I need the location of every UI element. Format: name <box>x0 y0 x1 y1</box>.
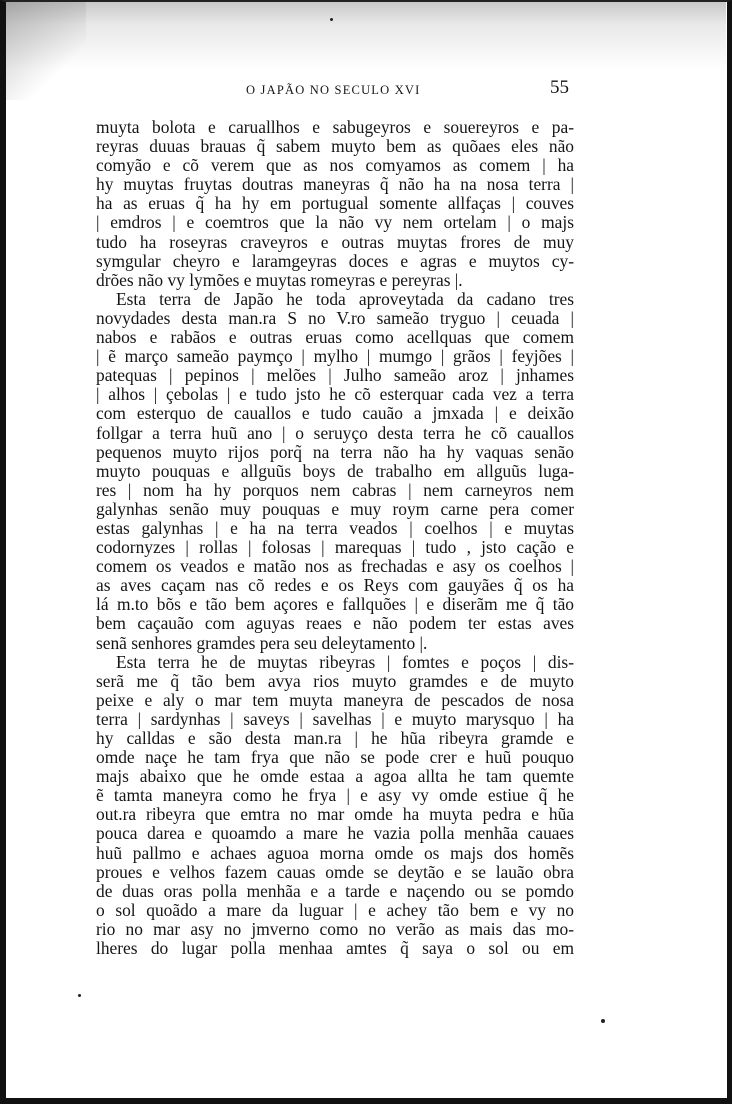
text-line: codornyzes | rollas | folosas | marequas | tudo , jsto cação e <box>96 537 574 558</box>
running-title: O JAPÃO NO SECULO XVI <box>246 83 421 97</box>
text-line: patequas | pepinos | melões | Julho sameão aroz | jnhames <box>96 365 574 386</box>
text-line: galynhas senão muy pouquas e muy roym carne pera comer <box>96 498 574 519</box>
text-line: Esta terra de Japão he toda aproveytada da cadano tres <box>116 288 574 309</box>
text-line: | ẽ março sameão paymço | mylho | mumgo | grãos | feyjões | <box>96 346 574 367</box>
text-line: pequenos muyto rijos porq̃ na terra não ha hy vaquas senão <box>96 441 574 462</box>
text-line: | alhos | çebolas | e tudo jsto he cõ esterquar cada vez a terra <box>96 384 574 405</box>
scan-speck <box>330 18 333 21</box>
page-header <box>96 77 574 104</box>
scan-speck <box>78 994 81 997</box>
text-line: as aves caçam nas cõ redes e os Reys com gauyães q̃ os ha <box>96 575 574 596</box>
text-line: senã senhores gramdes pera seu deleytamento |. <box>96 632 428 653</box>
text-line: lá m.to bõs e tão bem açores e fallquões | e diserãm me q̃ tão <box>96 594 574 615</box>
paragraph-2 <box>96 290 574 653</box>
text-line: proues e velhos fazem cauas omde se deytão e se lauão obra <box>96 861 574 882</box>
text-line: com esterquo de cauallos e tudo cauão a jmxada | e deixão <box>96 403 574 424</box>
text-line: muyta bolota e caruallhos e sabugeyros e souereyros e pa- <box>96 117 574 137</box>
text-line: res | nom ha hy porquos nem cabras | nem carneyros nem <box>96 479 574 500</box>
text-line: serã me q̃ tão bem avya rios muyto gramdes e de muyto <box>96 670 574 691</box>
text-line: rio no mar asy no jmverno como no verão as mais das mo- <box>96 918 574 939</box>
text-line: reyras duuas brauas q̃ sabem muyto bem as quõaes eles não <box>96 136 574 157</box>
text-line: out.ra ribeyra que emtra no mar omde ha muyta pedra e hũa <box>96 804 574 825</box>
text-line: lheres do lugar polla menhaa amtes q̃ saya o sol ou em <box>96 938 574 959</box>
text-line: symgular cheyro e laramgeyras doces e agras e muytos cy- <box>96 250 574 271</box>
text-line: drões não vy lymões e muytas romeyras e pereyras |. <box>96 269 463 290</box>
text-line: peixe e aly o mar tem muyta maneyra de pescados de nosa <box>96 689 574 710</box>
text-line: comem os veados e matão nos as frechadas e asy os coelhos | <box>96 556 574 577</box>
paragraph-3 <box>96 653 574 959</box>
text-line: hy calldas e são desta man.ra | he hũa ribeyra gramde e <box>96 728 574 748</box>
text-line: follgar a terra huũ ano | o seruyço desta terra he cõ cauallos <box>96 422 574 443</box>
text-line: bem caçauão com aguyas reaes e não podem ter estas aves <box>96 613 574 634</box>
text-line: terra | sardynhas | saveys | savelhas | e muyto marysquo | ha <box>96 708 574 729</box>
scan-speck <box>601 1019 605 1023</box>
text-line: pouca darea e quoamdo a mare he vazia polla menhãa cauaes <box>96 823 574 844</box>
text-line: majs abaixo que he omde estaa a agoa allta he tam quemte <box>96 766 574 787</box>
scan-shadow <box>6 0 726 70</box>
text-line: hy muytas fruytas doutras maneyras q̃ não ha na nosa terra | <box>96 174 574 195</box>
text-line: huũ pallmo e achaes aguoa morna omde os majs dos homẽs <box>96 842 574 863</box>
text-line: de duas oras polla menhãa e a tarde e naçendo ou se pomdo <box>96 880 574 901</box>
paragraph-1 <box>96 118 574 290</box>
text-line: tudo ha roseyras craveyros e outras muytas frores de muy <box>96 231 574 252</box>
page-number: 55 <box>550 77 569 98</box>
text-line: comyão e cõ verem que as nos comyamos as comem | ha <box>96 155 574 176</box>
text-line: nabos e rabãos e outras eruas como acellquas que comem <box>96 327 574 348</box>
text-line: estas galynhas | e ha na terra veados | coelhos | e muytas <box>96 517 574 538</box>
text-line: ha as eruas q̃ ha hy em portugual somente allfaças | couves <box>96 193 574 214</box>
text-line: o sol quoãdo a mare da luguar | e achey tão bem e vy no <box>96 899 574 920</box>
text-line: ẽ tamta maneyra como he frya | e asy vy omde estiue q̃ he <box>96 785 574 806</box>
text-line: Esta terra he de muytas ribeyras | fomtes e poços | dis- <box>116 651 574 672</box>
text-line: omde naçe he tam frya que não se pode crer e huũ pouquo <box>96 747 574 768</box>
text-line: | emdros | e coemtros que la não vy nem ortelam | o majs <box>96 212 574 233</box>
text-line: novydades desta man.ra S no V.ro sameão tryguo | ceuada | <box>96 307 574 328</box>
text-line: muyto pouquas e allguũs boys de trabalho em allguũs luga- <box>96 460 574 481</box>
body-text <box>96 118 574 958</box>
scan-shadow-corner <box>6 0 86 100</box>
